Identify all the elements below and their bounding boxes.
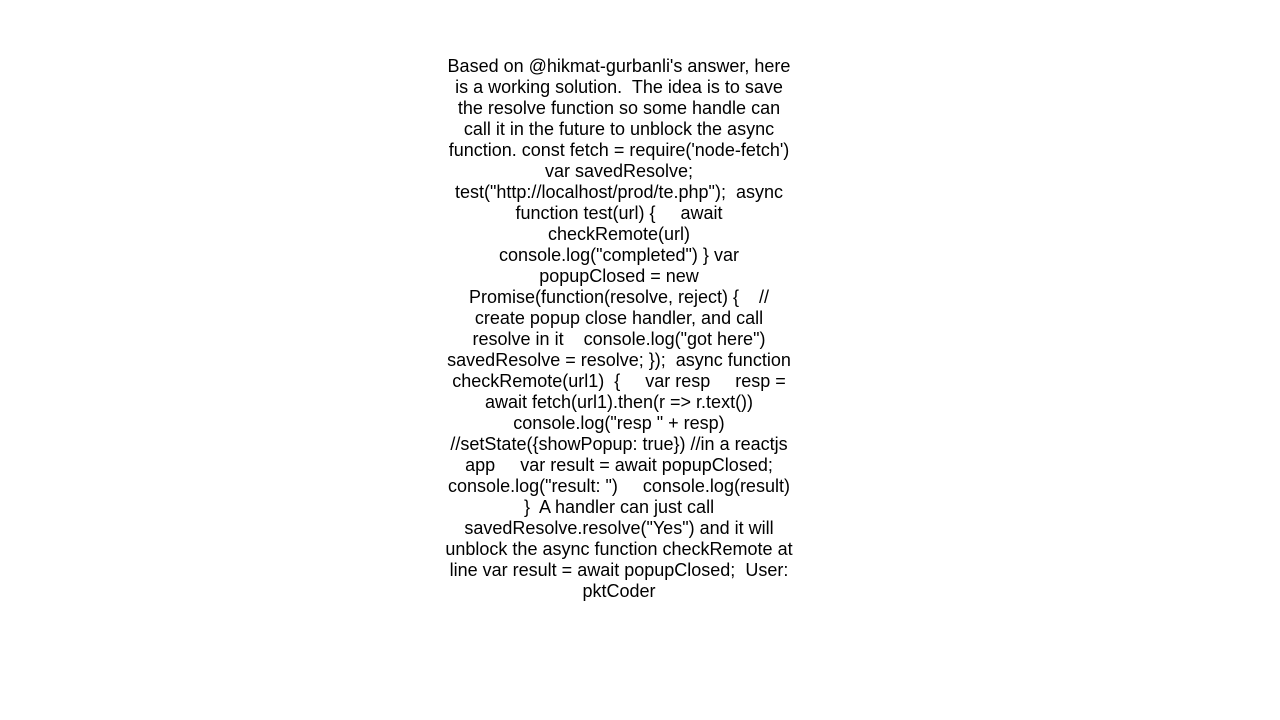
spacer [735, 560, 745, 580]
answer-text-block [444, 56, 800, 602]
answer-user: User: pktCoder [582, 560, 794, 601]
answer-body: Based on @hikmat-gurbanli's answer, here is a working solution. The idea is to save the resolve function so some handle can call it in the future to unblock the async function. const fetch = require('node-fetch') var savedResolve; test("http://localhost/prod/te.php"); async function test(url) { await checkRemote(url) console.log("completed") } var popupClosed = new Promise(function(resolve, reject) { // create popup close handler, and call resolve in it console.log("got here") savedResolve = resolve; }); async function checkRemote(url1) { var resp resp = await fetch(url1).then(r => r.text()) console.log("resp " + resp) //setState({showPopup: true}) //in a reactjs app var result = await popupClosed; console.log("result: ") console.log(result) } A handler can just call savedResolve.resolve("Yes") and it will unblock the async function checkRemote at line var result = await popupClosed; [445, 56, 800, 580]
